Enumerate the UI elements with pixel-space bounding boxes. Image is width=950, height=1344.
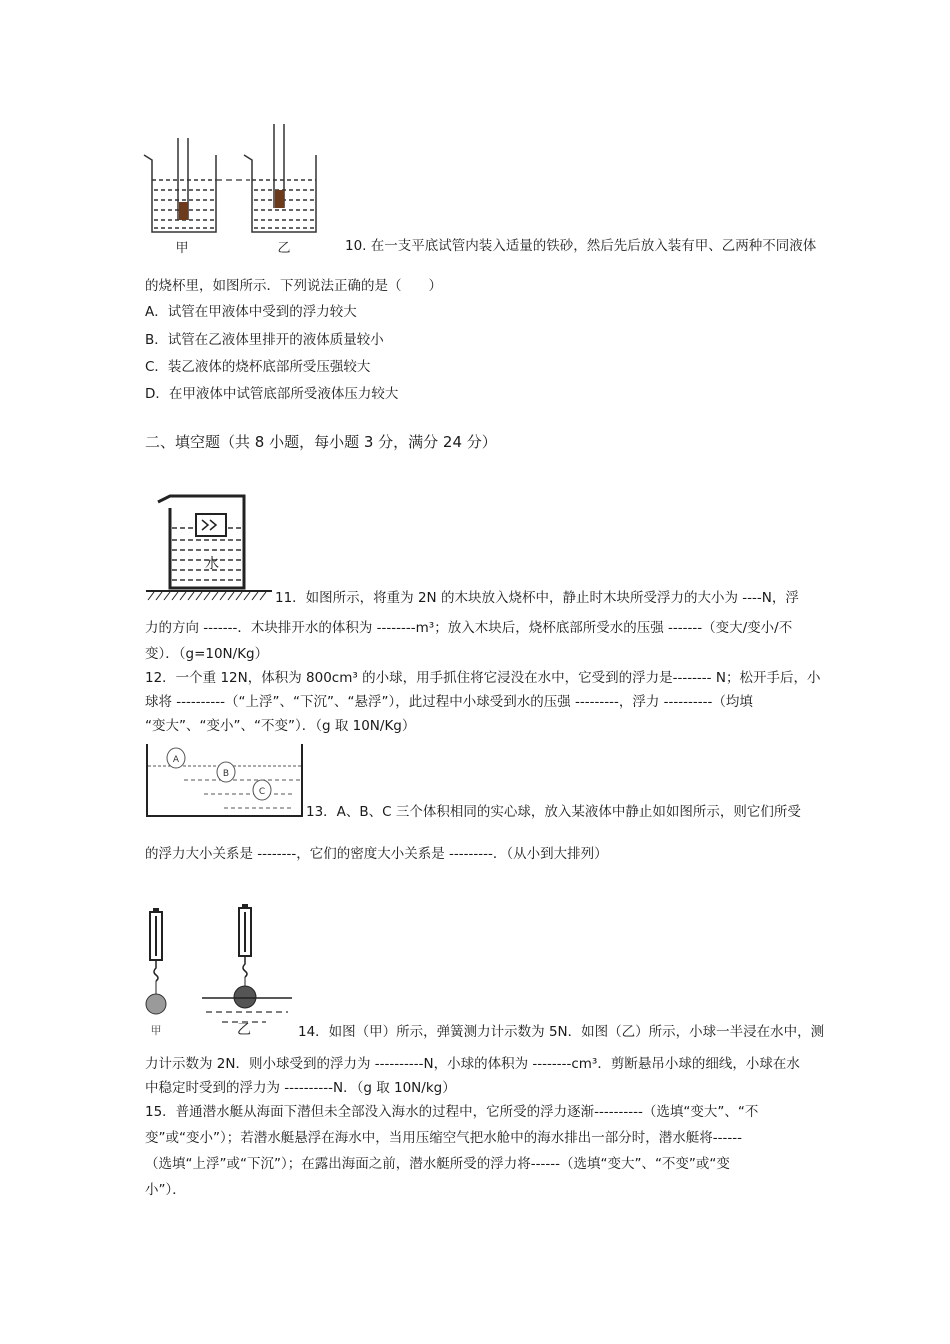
q13-line2: 的浮力大小关系是 --------，它们的密度大小关系是 ---------．（从小到大排列） <box>145 846 608 862</box>
q10-option-a: A．试管在甲液体中受到的浮力较大 <box>145 304 357 320</box>
q10-option-b: B．试管在乙液体里排开的液体质量较小 <box>145 332 384 348</box>
q10-option-c: C．装乙液体的烧杯底部所受压强较大 <box>145 359 371 375</box>
ball-b-label: B <box>222 769 230 779</box>
iron-sand-yi <box>275 190 284 208</box>
q11-line2: 力的方向 -------．木块排开水的体积为 --------m³；放入木块后，烧杯底部所受水的压强 -------（变大/变小/不 <box>145 620 793 636</box>
q15-line1: 15．普通潜水艇从海面下潜但未全部没入海水的过程中，它所受的浮力逐渐----------（选填“变大”、“不 <box>145 1104 759 1120</box>
q11-beaker-figure <box>144 492 274 604</box>
q10-beakers-figure <box>140 120 330 260</box>
q12-line3: “变大”、“变小”、“不变”）．（g 取 10N/Kg） <box>145 718 416 734</box>
q13-line1: 13．A、B、C 三个体积相同的实心球，放入某液体中静止如如图所示，则它们所受 <box>306 804 801 820</box>
q14-line2: 力计示数为 2N．则小球受到的浮力为 ----------N，小球的体积为 --------cm³．剪断悬吊小球的细线，小球在水 <box>145 1056 800 1072</box>
ball-yi <box>234 986 256 1008</box>
q11-line3: 变）．（g=10N/Kg） <box>145 646 269 662</box>
section-heading: 二、填空题（共 8 小题，每小题 3 分，满分 24 分） <box>145 433 497 451</box>
q10-stem-line2: 的烧杯里，如图所示．下列说法正确的是（ ） <box>145 278 442 294</box>
q10-option-d: D．在甲液体中试管底部所受液体压力较大 <box>145 386 399 402</box>
q15-line2: 变”或“变小”）；若潜水艇悬浮在海水中，当用压缩空气把水舱中的海水排出一部分时，潜水艇将------ <box>145 1130 742 1146</box>
q10-stem-line1: 10. 在一支平底试管内装入适量的铁砂，然后先后放入装有甲、乙两种不同液体 <box>345 238 817 254</box>
q14-label-yi: 乙 <box>237 1022 251 1038</box>
q12-line1: 12．一个重 12N，体积为 800cm³ 的小球，用手抓住将它浸没在水中，它受到的浮力是-------- N；松开手后，小 <box>145 670 821 686</box>
q15-line4: 小”）． <box>145 1182 186 1198</box>
ball-c-label: C <box>258 787 266 797</box>
ball-jia <box>146 994 166 1014</box>
q11-line1: 11．如图所示，将重为 2N 的木块放入烧杯中，静止时木块所受浮力的大小为 ----N，浮 <box>275 590 799 606</box>
beaker-yi <box>244 124 316 232</box>
ball-a-label: A <box>172 755 180 765</box>
q11-water-label: 水 <box>205 556 219 572</box>
q15-line3: （选填“上浮”或“下沉”）；在露出海面之前，潜水艇所受的浮力将------（选填“变大”、“不变”或“变 <box>145 1156 730 1172</box>
q14-line3: 中稳定时受到的浮力为 ----------N．（g 取 10N/kg） <box>145 1080 456 1096</box>
q13-container-figure <box>144 742 306 820</box>
q10-label-jia: 甲 <box>175 241 189 256</box>
spring-scale-jia <box>146 908 166 1014</box>
q10-label-yi: 乙 <box>277 241 291 256</box>
q14-line1: 14．如图（甲）所示，弹簧测力计示数为 5N．如图（乙）所示，小球一半浸在水中，测 <box>298 1024 825 1040</box>
ball-a <box>167 748 185 768</box>
ball-b <box>217 762 235 782</box>
wood-block <box>196 514 226 536</box>
spring-scale-yi <box>234 904 256 1008</box>
iron-sand-jia <box>179 202 188 220</box>
ball-c <box>253 780 271 800</box>
q14-label-jia: 甲 <box>150 1024 162 1037</box>
q14-spring-scale-figure <box>140 902 300 1042</box>
q12-line2: 球将 ----------（“上浮”、“下沉”、“悬浮”），此过程中小球受到水的压强 ---------，浮力 ----------（均填 <box>145 694 753 710</box>
